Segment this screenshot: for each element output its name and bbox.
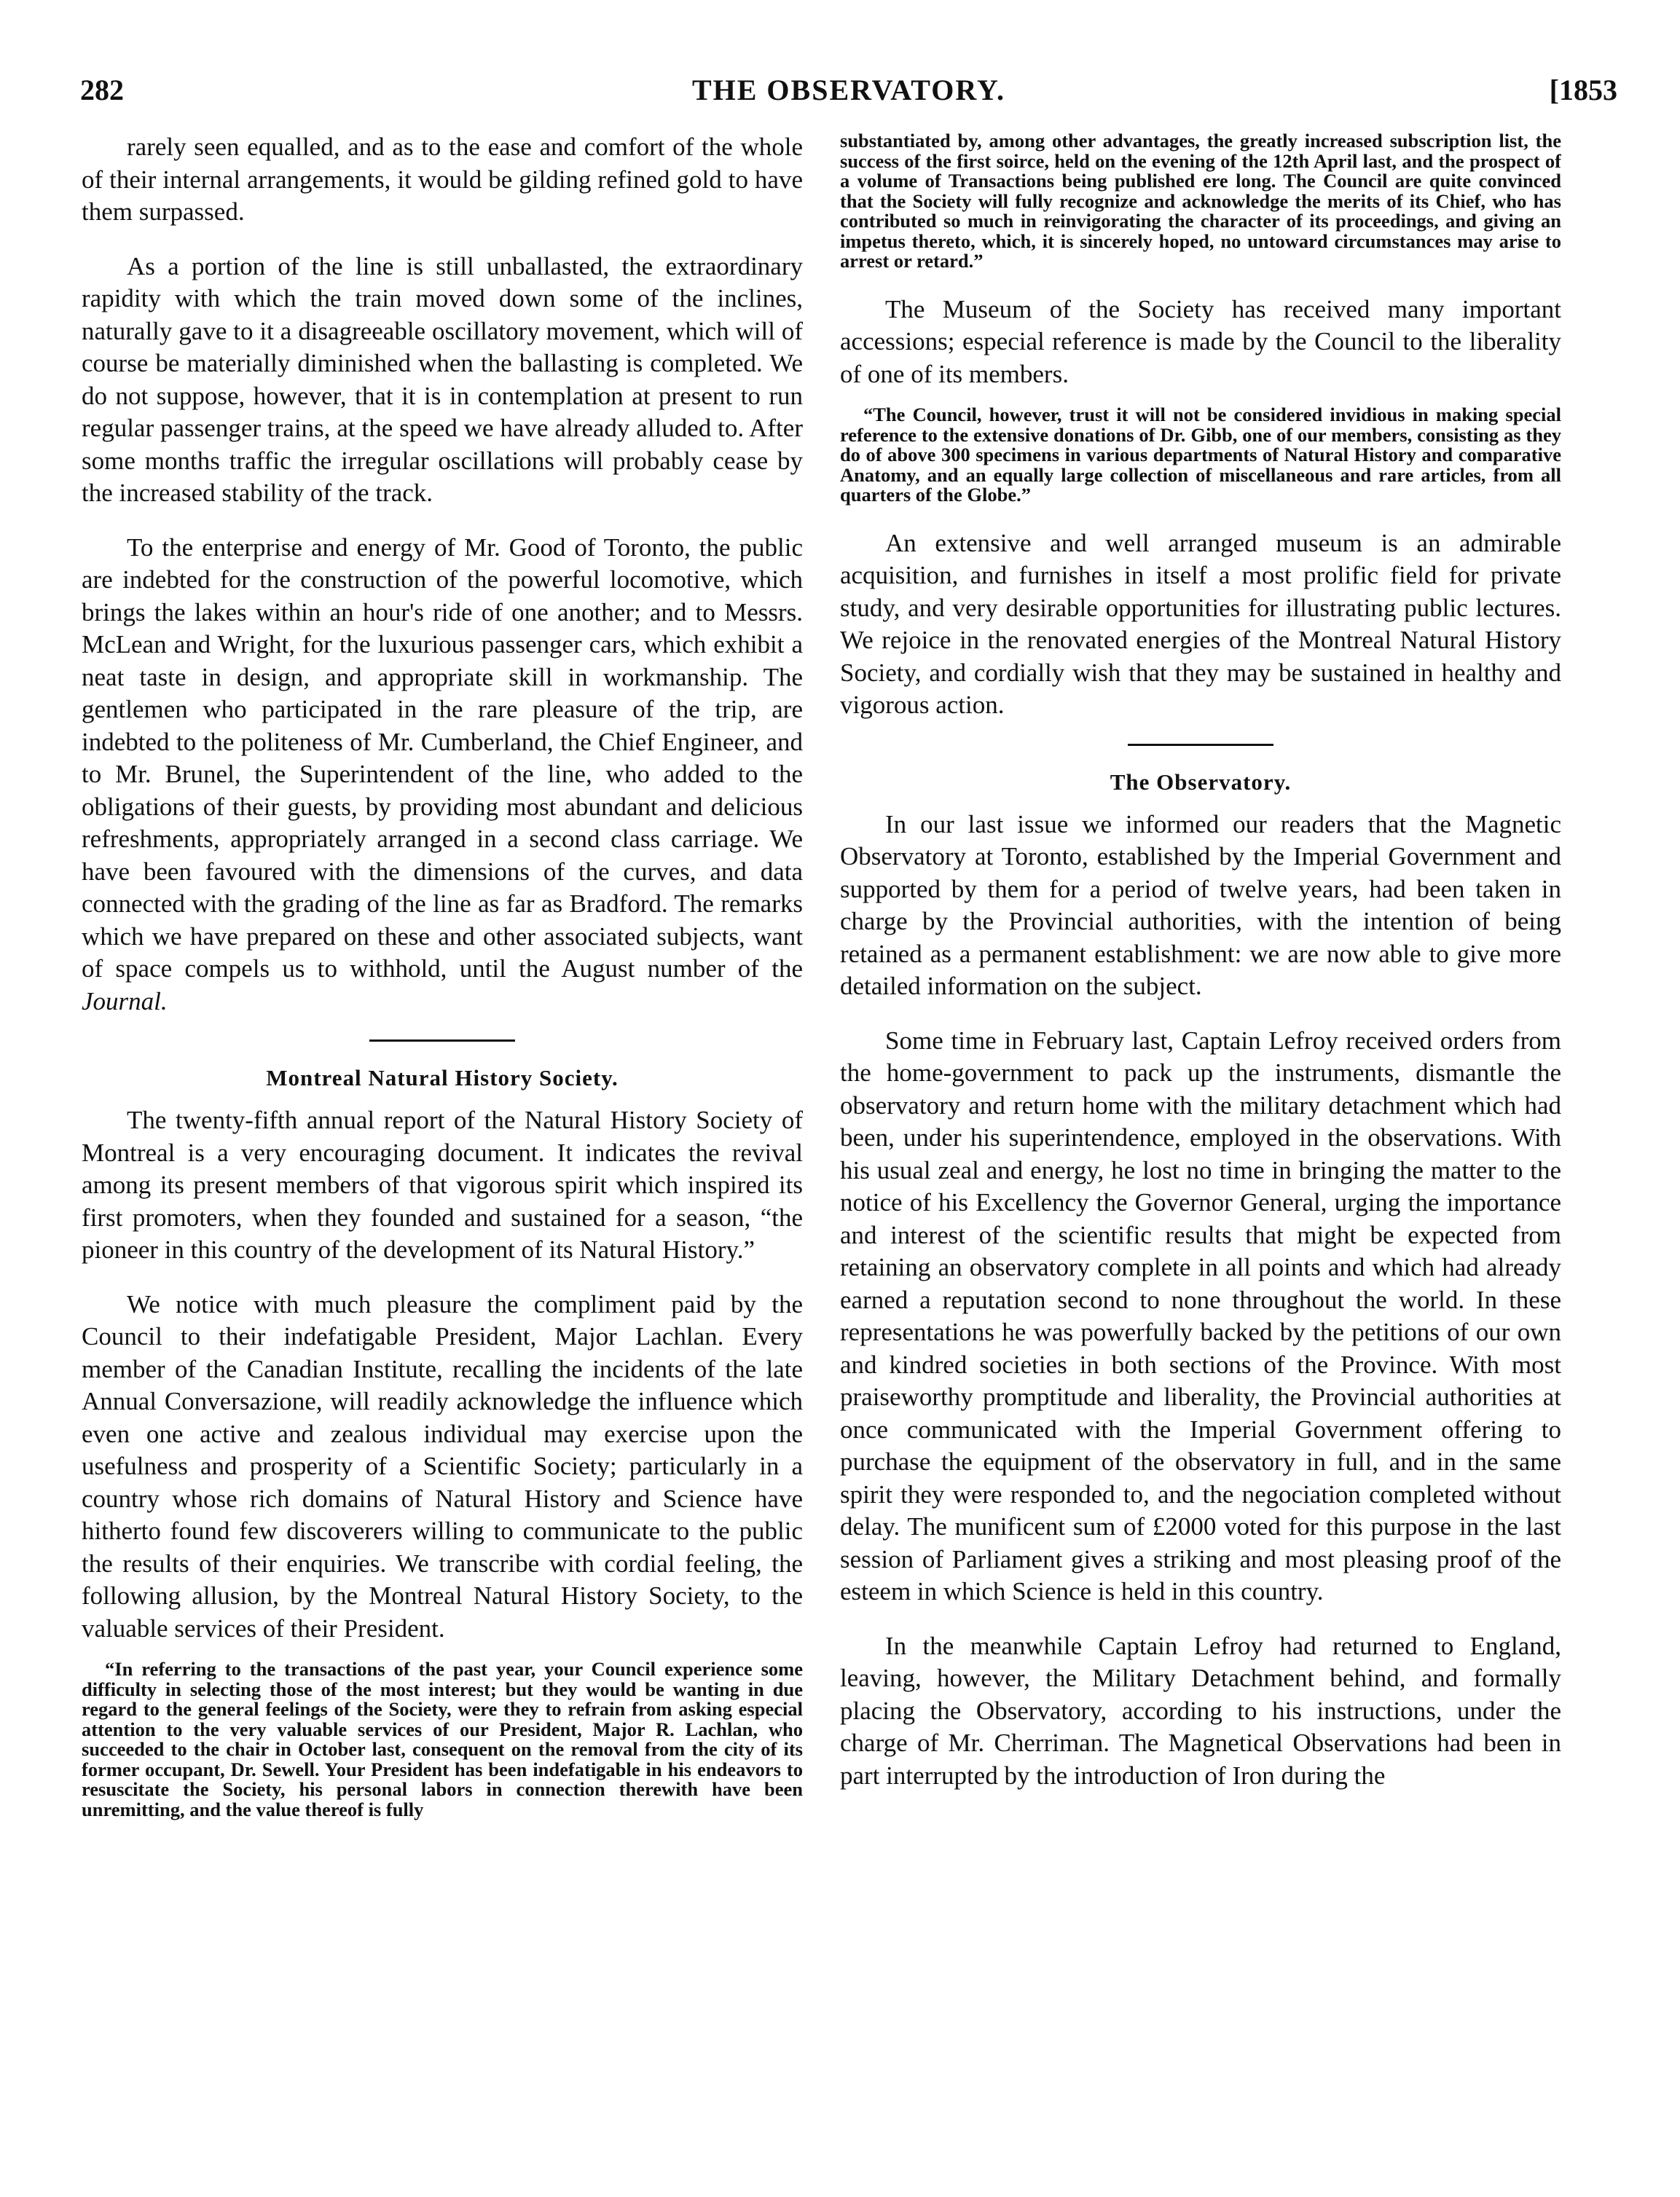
quote-council-president-continued: substantiated by, among other advantages, the greatly increased subscription list, the success of the first soirce, held on the evening of the 12th April last, and the prospect of a volume of Transactions being published ere long. The Council are quite convinced that the Society will fully recognize and acknowledge the merits of its Chief, who has contributed so much in reinvigorating the character of its proceedings, and giving an impetus thereto, which, it is sincerely hoped, no untoward circumstances may arise to arrest or retard.” bbox=[840, 131, 1561, 272]
quote-donations: “The Council, however, trust it will not be considered invidious in making special reference to the extensive donations of Dr. Gibb, one of our members, consisting as they do of above 300 specimens in various departments of Natural History and comparative Anatomy, and an equally large collection of miscellaneous and rare articles, from all quarters of the Globe.” bbox=[840, 404, 1561, 506]
right-column bbox=[840, 131, 1561, 2171]
section-divider bbox=[369, 1039, 515, 1042]
left-column bbox=[82, 131, 803, 2171]
section-heading-observatory: The Observatory. bbox=[1110, 769, 1292, 795]
paragraph-annual-report: The twenty-fifth annual report of the Natural History Society of Montreal is a very encouraging document. It indicates the revival among its present members of that vigorous spirit which inspired its first promoters, when they founded and sustained for a season, “the pioneer in this country of the development of its Natural History.” bbox=[82, 1106, 803, 1264]
section-heading-montreal: Montreal Natural History Society. bbox=[266, 1065, 619, 1090]
section-divider bbox=[1128, 744, 1273, 746]
paragraph-enterprise bbox=[82, 532, 803, 1018]
paragraph-last-issue: In our last issue we informed our readers that the Magnetic Observatory at Toronto, established by the Imperial Government and supported by them for a period of twelve years, had been taken in charge by the Provincial authorities, with the intention of being retained as a permanent establishment: we are now able to give more detailed information on the subject. bbox=[840, 809, 1561, 1000]
page-title: THE OBSERVATORY. bbox=[691, 74, 1006, 106]
paragraph-museum: The Museum of the Society has received many important accessions; especial reference is made by the Council to the liberality of one of its members. bbox=[840, 294, 1561, 388]
page-number: 282 bbox=[80, 74, 124, 106]
paragraph-february: Some time in February last, Captain Lefroy received orders from the home-government to pack up the instruments, dismantle the observatory and return home with the military detachment which had been, under his superintendence, employed in the observations. With his usual zeal and energy, he lost no time in bringing the matter to the notice of his Excellency the Governor General, urging the importance and interest of the scientific results that might be expected from retaining an observatory complete in all points and which had already earned a reputation second to none throughout the world. In these representations he was powerfully backed by the petitions of our own and kindred societies in both sections of the Province. With most praiseworthy promptitude and liberality, the Provincial authorities at once communicated with the Imperial Government offering to purchase the equipment of the observatory in full, and in the same spirit they were responded to, and the negociation completed without delay. The munificent sum of £2000 voted for this purpose in the last session of Parliament gives a striking and most pleasing proof of the esteem in which Science is held in this country. bbox=[840, 1026, 1561, 1606]
paragraph-meanwhile: In the meanwhile Captain Lefroy had returned to England, leaving, however, the Military Detachment behind, and formally placing the Observatory, according to his instructions, under the charge of Mr. Cherriman. The Magnetical Observations had been in part interrupted by the introduction of Iron during the bbox=[840, 1631, 1561, 1790]
paragraph-unballasted: As a portion of the line is still unballasted, the extraordinary rapidity with which the train moved down some of the inclines, naturally gave to it a disagreeable oscillatory movement, which will of course be materially diminished when the ballasting is completed. We do not suppose, however, that it is in contemplation at present to run regular passenger trains, at the speed we have already alluded to. After some months traffic the irregular oscillations will probably cease by the increased stability of the track. bbox=[82, 251, 803, 507]
paragraph-extensive-museum: An extensive and well arranged museum is an admirable acquisition, and furnishes in itself a most prolific field for private study, and very desirable opportunities for illustrating public lectures. We rejoice in the renovated energies of the Montreal Natural History Society, and cordially wish that they may be sustained in healthy and vigorous action. bbox=[840, 528, 1561, 719]
running-header bbox=[80, 73, 1617, 117]
quote-council-president: “In referring to the transactions of the past year, your Council experience some difficulty in selecting those of the most interest; but they would be wanting in due regard to the general feelings of the Society, were they to refrain from asking especial attention to the very valuable services of our President, Major R. Lachlan, who succeeded to the chair in October last, consequent on the removal from the city of its former occupant, Dr. Sewell. Your President has been indefatigable in his endeavors to resuscitate the Society, his personal labors in connection therewith have been unremitting, and the value thereof is fully bbox=[82, 1658, 803, 1820]
paragraph-gilding: rarely seen equalled, and as to the ease and comfort of the whole of their internal arrangements, it would be gilding refined gold to have them surpassed. bbox=[82, 133, 803, 226]
header-year: [1853 bbox=[1549, 74, 1617, 106]
journal-title: Journal. bbox=[82, 986, 168, 1015]
paragraph-compliment: We notice with much pleasure the compliment paid by the Council to their indefatigable President, Major Lachlan. Every member of the Canadian Institute, recalling the incidents of the late Annual Conversazione, will readily acknowledge the influence which even one active and zealous individual may exercise upon the usefulness and prosperity of a Scientific Society; particularly in a country whose rich domains of Natural History and Science have hitherto found few discoverers willing to communicate to the public the results of their enquiries. We transcribe with cordial feeling, the following allusion, by the Montreal Natural History Society, to the valuable services of their President. bbox=[82, 1289, 803, 1643]
paragraph-enterprise-text: To the enterprise and energy of Mr. Good of Toronto, the public are indebted for the construction of the powerful locomotive, which brings the lakes within an hour's ride of one another; and to Messrs. McLean and Wright, for the luxurious passenger cars, which exhibit a neat taste in design, and appropriate skill in workmanship. The gentlemen who participated in the rare pleasure of the trip, are indebted to the politeness of Mr. Cumberland, the Chief Engineer, and to Mr. Brunel, the Superintendent of the line, who added to the obligations of their guests, by providing most abundant and delicious refreshments, appropriately arranged in a second class carriage. We have been favoured with the dimensions of the curves, and data connected with the grading of the line as far as Bradford. The remarks which we have prepared on these and other associated subjects, want of space compels us to withhold, until the August number of the bbox=[82, 532, 803, 983]
